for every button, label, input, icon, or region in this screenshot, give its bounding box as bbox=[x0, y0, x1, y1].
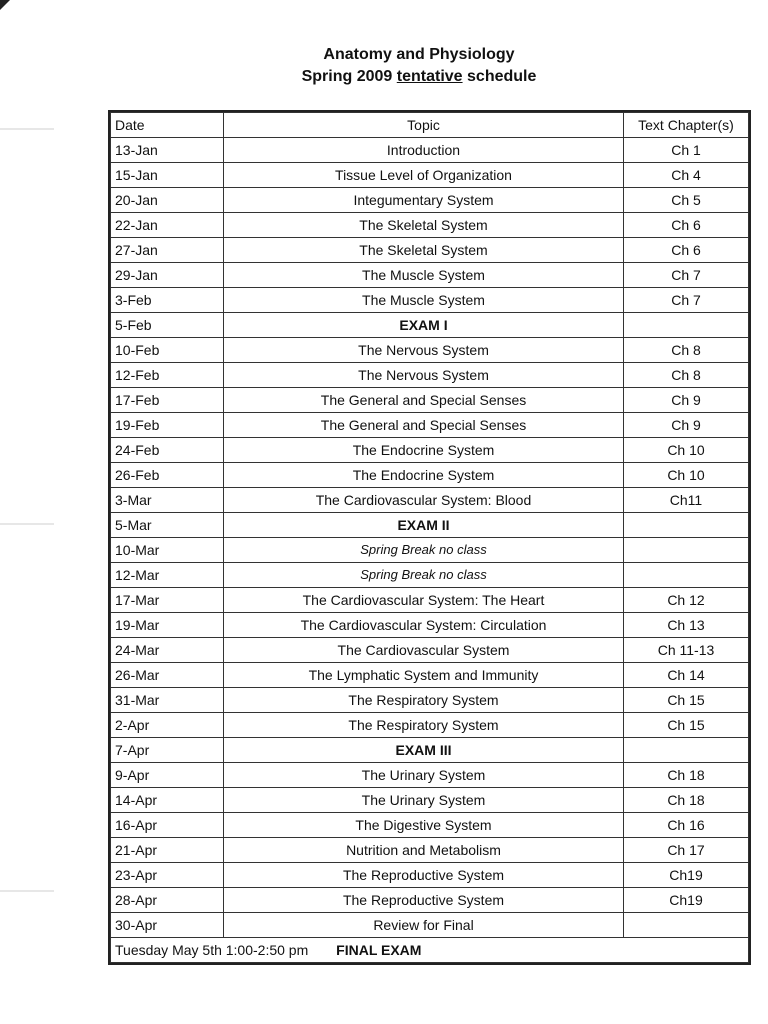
table-row bbox=[111, 363, 749, 388]
table-row bbox=[111, 788, 749, 813]
header-chapters: Text Chapter(s) bbox=[624, 113, 749, 138]
chapter-cell bbox=[624, 913, 749, 938]
date-cell: 19-Feb bbox=[111, 413, 224, 438]
date-cell: 30-Apr bbox=[111, 913, 224, 938]
table-row bbox=[111, 413, 749, 438]
topic-cell: The Reproductive System bbox=[224, 888, 624, 913]
topic-cell: The Reproductive System bbox=[224, 863, 624, 888]
chapter-cell: Ch 5 bbox=[624, 188, 749, 213]
date-cell: 12-Mar bbox=[111, 563, 224, 588]
chapter-cell: Ch 13 bbox=[624, 613, 749, 638]
chapter-cell: Ch 16 bbox=[624, 813, 749, 838]
date-cell: 13-Jan bbox=[111, 138, 224, 163]
course-title: Anatomy and Physiology bbox=[323, 46, 515, 63]
table-row bbox=[111, 288, 749, 313]
topic-cell: The Cardiovascular System: Blood bbox=[224, 488, 624, 513]
table-row bbox=[111, 563, 749, 588]
date-cell: 24-Feb bbox=[111, 438, 224, 463]
date-cell: 26-Mar bbox=[111, 663, 224, 688]
date-cell: 21-Apr bbox=[111, 838, 224, 863]
chapter-cell: Ch 17 bbox=[624, 838, 749, 863]
chapter-cell: Ch 8 bbox=[624, 338, 749, 363]
topic-cell: The Cardiovascular System: Circulation bbox=[224, 613, 624, 638]
chapter-cell bbox=[624, 538, 749, 563]
table-row bbox=[111, 763, 749, 788]
table-row bbox=[111, 213, 749, 238]
topic-cell: The Urinary System bbox=[224, 763, 624, 788]
topic-cell: The Cardiovascular System bbox=[224, 638, 624, 663]
topic-cell: EXAM I bbox=[224, 313, 624, 338]
table-row bbox=[111, 463, 749, 488]
hole-punch-mark bbox=[0, 890, 54, 892]
schedule-table bbox=[110, 112, 749, 963]
date-cell: 29-Jan bbox=[111, 263, 224, 288]
date-cell: 5-Mar bbox=[111, 513, 224, 538]
chapter-cell: Ch 7 bbox=[624, 263, 749, 288]
document-header bbox=[0, 44, 768, 88]
date-cell: 23-Apr bbox=[111, 863, 224, 888]
date-cell: 20-Jan bbox=[111, 188, 224, 213]
chapter-cell: Ch 18 bbox=[624, 788, 749, 813]
chapter-cell: Ch 15 bbox=[624, 713, 749, 738]
topic-cell: Tissue Level of Organization bbox=[224, 163, 624, 188]
page-corner-mark bbox=[0, 0, 10, 10]
chapter-cell bbox=[624, 513, 749, 538]
chapter-cell: Ch 18 bbox=[624, 763, 749, 788]
date-cell: 3-Mar bbox=[111, 488, 224, 513]
topic-cell: The Lymphatic System and Immunity bbox=[224, 663, 624, 688]
table-row bbox=[111, 713, 749, 738]
topic-cell: The Nervous System bbox=[224, 338, 624, 363]
date-cell: 10-Feb bbox=[111, 338, 224, 363]
topic-cell: The Endocrine System bbox=[224, 438, 624, 463]
hole-punch-mark bbox=[0, 523, 54, 525]
table-row bbox=[111, 863, 749, 888]
table-row bbox=[111, 688, 749, 713]
topic-cell: The Cardiovascular System: The Heart bbox=[224, 588, 624, 613]
table-row bbox=[111, 138, 749, 163]
subtitle-underlined-word: tentative bbox=[396, 68, 463, 85]
topic-cell: EXAM III bbox=[224, 738, 624, 763]
schedule-subtitle bbox=[0, 66, 768, 88]
topic-cell: The Muscle System bbox=[224, 288, 624, 313]
topic-cell: The Skeletal System bbox=[224, 213, 624, 238]
table-row bbox=[111, 613, 749, 638]
chapter-cell: Ch 14 bbox=[624, 663, 749, 688]
chapter-cell bbox=[624, 313, 749, 338]
date-cell: 28-Apr bbox=[111, 888, 224, 913]
date-cell: 3-Feb bbox=[111, 288, 224, 313]
date-cell: 17-Feb bbox=[111, 388, 224, 413]
topic-cell: The Skeletal System bbox=[224, 238, 624, 263]
chapter-cell: Ch19 bbox=[624, 888, 749, 913]
date-cell: 31-Mar bbox=[111, 688, 224, 713]
chapter-cell: Ch 10 bbox=[624, 463, 749, 488]
date-cell: 17-Mar bbox=[111, 588, 224, 613]
table-row bbox=[111, 913, 749, 938]
table-row bbox=[111, 263, 749, 288]
table-row bbox=[111, 338, 749, 363]
date-cell: 22-Jan bbox=[111, 213, 224, 238]
topic-cell: The Urinary System bbox=[224, 788, 624, 813]
topic-cell: The General and Special Senses bbox=[224, 413, 624, 438]
topic-cell: Review for Final bbox=[224, 913, 624, 938]
chapter-cell: Ch 9 bbox=[624, 413, 749, 438]
chapter-cell: Ch11 bbox=[624, 488, 749, 513]
header-date: Date bbox=[111, 113, 224, 138]
chapter-cell: Ch 9 bbox=[624, 388, 749, 413]
table-row bbox=[111, 388, 749, 413]
chapter-cell bbox=[624, 563, 749, 588]
topic-cell: The Endocrine System bbox=[224, 463, 624, 488]
table-row bbox=[111, 638, 749, 663]
chapter-cell: Ch 6 bbox=[624, 238, 749, 263]
table-row bbox=[111, 663, 749, 688]
date-cell: 15-Jan bbox=[111, 163, 224, 188]
table-row bbox=[111, 163, 749, 188]
chapter-cell: Ch 10 bbox=[624, 438, 749, 463]
table-row bbox=[111, 588, 749, 613]
chapter-cell: Ch 6 bbox=[624, 213, 749, 238]
table-header-row bbox=[111, 113, 749, 138]
topic-cell: The General and Special Senses bbox=[224, 388, 624, 413]
table-row bbox=[111, 488, 749, 513]
table-row bbox=[111, 313, 749, 338]
final-exam-label: FINAL EXAM bbox=[336, 942, 422, 958]
schedule-table-frame bbox=[108, 110, 751, 965]
date-cell: 12-Feb bbox=[111, 363, 224, 388]
final-exam-time: Tuesday May 5th 1:00-2:50 pm bbox=[115, 942, 309, 958]
topic-cell: EXAM II bbox=[224, 513, 624, 538]
table-row bbox=[111, 838, 749, 863]
topic-cell: The Digestive System bbox=[224, 813, 624, 838]
table-row bbox=[111, 188, 749, 213]
chapter-cell: Ch 1 bbox=[624, 138, 749, 163]
schedule-rows bbox=[111, 138, 749, 938]
chapter-cell: Ch 12 bbox=[624, 588, 749, 613]
table-row bbox=[111, 738, 749, 763]
final-exam-row bbox=[111, 938, 749, 963]
chapter-cell: Ch 4 bbox=[624, 163, 749, 188]
hole-punch-mark bbox=[0, 128, 54, 130]
table-row bbox=[111, 238, 749, 263]
topic-cell: Spring Break no class bbox=[224, 563, 624, 588]
table-row bbox=[111, 813, 749, 838]
subtitle-suffix: schedule bbox=[467, 68, 537, 85]
header-topic: Topic bbox=[224, 113, 624, 138]
chapter-cell: Ch19 bbox=[624, 863, 749, 888]
table-row bbox=[111, 513, 749, 538]
chapter-cell: Ch 11-13 bbox=[624, 638, 749, 663]
date-cell: 27-Jan bbox=[111, 238, 224, 263]
date-cell: 9-Apr bbox=[111, 763, 224, 788]
date-cell: 10-Mar bbox=[111, 538, 224, 563]
final-exam-cell bbox=[111, 938, 749, 963]
date-cell: 5-Feb bbox=[111, 313, 224, 338]
topic-cell: Integumentary System bbox=[224, 188, 624, 213]
chapter-cell: Ch 8 bbox=[624, 363, 749, 388]
subtitle-prefix: Spring 2009 bbox=[301, 68, 393, 85]
date-cell: 16-Apr bbox=[111, 813, 224, 838]
topic-cell: The Respiratory System bbox=[224, 688, 624, 713]
topic-cell: The Nervous System bbox=[224, 363, 624, 388]
date-cell: 26-Feb bbox=[111, 463, 224, 488]
table-row bbox=[111, 888, 749, 913]
date-cell: 2-Apr bbox=[111, 713, 224, 738]
chapter-cell bbox=[624, 738, 749, 763]
topic-cell: Spring Break no class bbox=[224, 538, 624, 563]
topic-cell: The Muscle System bbox=[224, 263, 624, 288]
date-cell: 19-Mar bbox=[111, 613, 224, 638]
topic-cell: Introduction bbox=[224, 138, 624, 163]
date-cell: 14-Apr bbox=[111, 788, 224, 813]
table-row bbox=[111, 538, 749, 563]
chapter-cell: Ch 7 bbox=[624, 288, 749, 313]
topic-cell: The Respiratory System bbox=[224, 713, 624, 738]
table-row bbox=[111, 438, 749, 463]
topic-cell: Nutrition and Metabolism bbox=[224, 838, 624, 863]
date-cell: 7-Apr bbox=[111, 738, 224, 763]
chapter-cell: Ch 15 bbox=[624, 688, 749, 713]
date-cell: 24-Mar bbox=[111, 638, 224, 663]
